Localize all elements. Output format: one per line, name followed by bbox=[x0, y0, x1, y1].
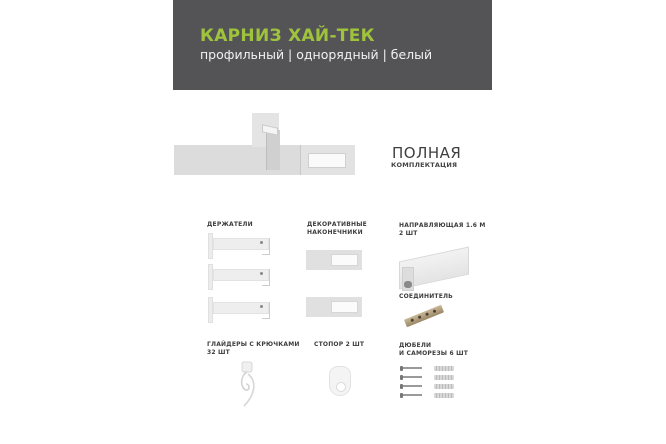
end-caps-label-line1: ДЕКОРАТИВНЫЕ bbox=[307, 221, 367, 228]
gliders-label-line2: 32 ШТ bbox=[207, 349, 230, 356]
end-cap-icon bbox=[306, 250, 362, 270]
guide-label-line1: НАПРАВЛЯЮЩАЯ 1.6 М bbox=[399, 222, 486, 229]
holder-bracket-icon bbox=[204, 264, 274, 290]
bracket-arm bbox=[266, 130, 280, 170]
end-caps-label-line2: НАКОНЕЧНИКИ bbox=[307, 229, 363, 236]
screws-dowels-icon bbox=[400, 375, 454, 380]
screws-dowels-icon bbox=[400, 384, 454, 389]
screws-label-line1: ДЮБЕЛИ bbox=[399, 342, 432, 349]
holder-bracket-icon bbox=[204, 233, 274, 259]
rail-end-cap-window bbox=[308, 153, 346, 168]
connector-icon bbox=[404, 305, 444, 327]
stopper-label: СТОПОР 2 ШТ bbox=[314, 341, 365, 348]
completeness-title: ПОЛНАЯ bbox=[392, 144, 462, 162]
guide-label-line2: 2 ШТ bbox=[399, 230, 418, 237]
header-banner bbox=[173, 0, 492, 90]
screws-label-line2: И САМОРЕЗЫ 6 ШТ bbox=[399, 350, 469, 357]
holders-label: ДЕРЖАТЕЛИ bbox=[207, 221, 253, 228]
end-cap-icon bbox=[306, 297, 362, 317]
holder-bracket-icon bbox=[204, 297, 274, 323]
screws-dowels-icon bbox=[400, 393, 454, 398]
completeness-subtitle: КОМПЛЕКТАЦИЯ bbox=[391, 161, 458, 169]
product-subtitle: профильный | однорядный | белый bbox=[200, 47, 433, 62]
connector-label: СОЕДИНИТЕЛЬ bbox=[399, 293, 453, 300]
gliders-label-line1: ГЛАЙДЕРЫ С КРЮЧКАМИ bbox=[207, 341, 300, 348]
screws-dowels-icon bbox=[400, 366, 454, 371]
glider-hook-icon bbox=[234, 360, 264, 410]
stopper-icon bbox=[329, 366, 351, 396]
product-title: КАРНИЗ ХАЙ-ТЕК bbox=[200, 26, 375, 46]
